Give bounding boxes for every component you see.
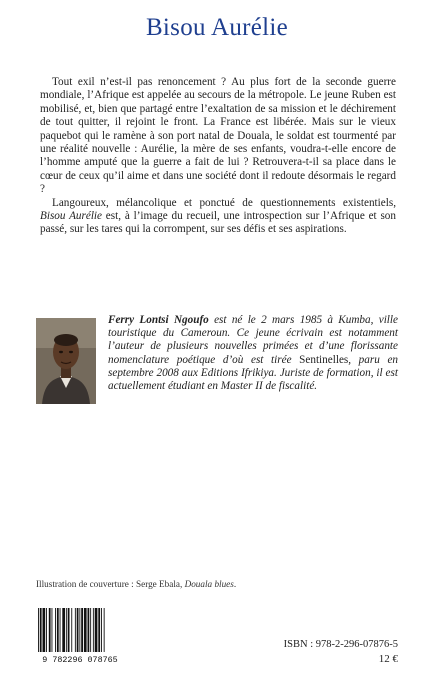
barcode-bar <box>104 608 105 652</box>
barcode-bar <box>75 608 76 652</box>
credit-suffix: . <box>233 579 237 589</box>
price: 12 € <box>378 653 398 665</box>
barcode-bar <box>84 608 87 652</box>
barcode-bar <box>81 608 83 652</box>
synopsis-paragraph-2 <box>40 197 396 237</box>
barcode-bar <box>79 608 80 652</box>
synopsis-p2-end: est, à l’image du recueil, une introspection sur l’Afrique et son passé, sur les tares qui la corrompent, sur ses défis et ses aspirations. <box>40 210 396 236</box>
barcode-bar <box>101 608 102 652</box>
barcode-bar <box>68 608 70 652</box>
cover-illustration-credit <box>36 579 236 589</box>
barcode-bar <box>43 608 46 652</box>
synopsis <box>40 76 396 237</box>
author-bio-part-1: est né le 2 mars 1985 à Kumba, ville touristique du Cameroun. Ce jeune écrivain est notamment l’auteur de plusieurs nouvelles primées et d’une florissante nomenclature poétique d’où est tirée <box>108 314 398 366</box>
barcode-bar <box>57 608 59 652</box>
barcode-bar <box>88 608 90 652</box>
barcode-bar <box>49 608 51 652</box>
barcode-digits: 9 782296 078765 <box>42 655 118 664</box>
author-bio <box>108 314 398 393</box>
isbn: ISBN : 978-2-296-07876-5 <box>283 639 398 650</box>
author-photo <box>36 318 96 404</box>
barcode-bar <box>71 608 72 652</box>
book-title: Bisou Aurélie <box>145 14 289 41</box>
barcode-bar <box>46 608 47 652</box>
barcode-bar <box>66 608 67 652</box>
synopsis-p2-title: Bisou Aurélie <box>40 210 103 223</box>
author-portrait-image <box>36 318 96 404</box>
author-bio-part-2: , paru en septembre 2008 aux Editions Ifrikiya. Juriste de formation, il est actuellement étudiant en Master II de fiscalité. <box>108 353 398 393</box>
barcode-bar <box>52 608 53 652</box>
barcode-bar <box>95 608 98 652</box>
author-bio-work-title: Sentinelles <box>299 353 349 366</box>
barcode-bar <box>77 608 79 652</box>
synopsis-paragraph-1: Tout exil n’est-il pas renoncement ? Au plus fort de la seconde guerre mondiale, l’Afrique est appelée au secours de la métropole. Le jeune Ruben est mobilisé, et, bien que partagé entre l’exaltation de sa mission et le déchirement de tout quitter, il rejoint le front. La France est libérée. Mais sur le vieux paquebot qui le ramène à son port natal de Douala, le soldat est tourmenté par une réalité nouvelle : Aurélie, la mère de ses enfants, voudra-t-elle encore de l’homme amputé que la guerre a fait de lui ? Retrouvera-t-il sa place dans le cœur de ceux qu’il aime et dans une société dont il redoute désormais le regard ? <box>40 76 396 196</box>
barcode-bar <box>62 608 65 652</box>
barcode-bar <box>38 608 39 652</box>
barcode-bar <box>55 608 56 652</box>
barcode-bar <box>90 608 91 652</box>
author-name: Ferry Lontsi Ngoufo <box>108 314 209 326</box>
isbn-barcode <box>34 606 126 664</box>
barcode-bars <box>38 608 105 652</box>
barcode-bar <box>40 608 42 652</box>
credit-prefix: Illustration de couverture : Serge Ebala, <box>36 579 185 589</box>
barcode-bar <box>60 608 61 652</box>
credit-work-title: Douala blues <box>184 579 234 589</box>
synopsis-p2-start: Langoureux, mélancolique et ponctué de questionnements existentiels, <box>52 196 396 209</box>
barcode-bar <box>98 608 100 652</box>
barcode-bar <box>93 608 94 652</box>
